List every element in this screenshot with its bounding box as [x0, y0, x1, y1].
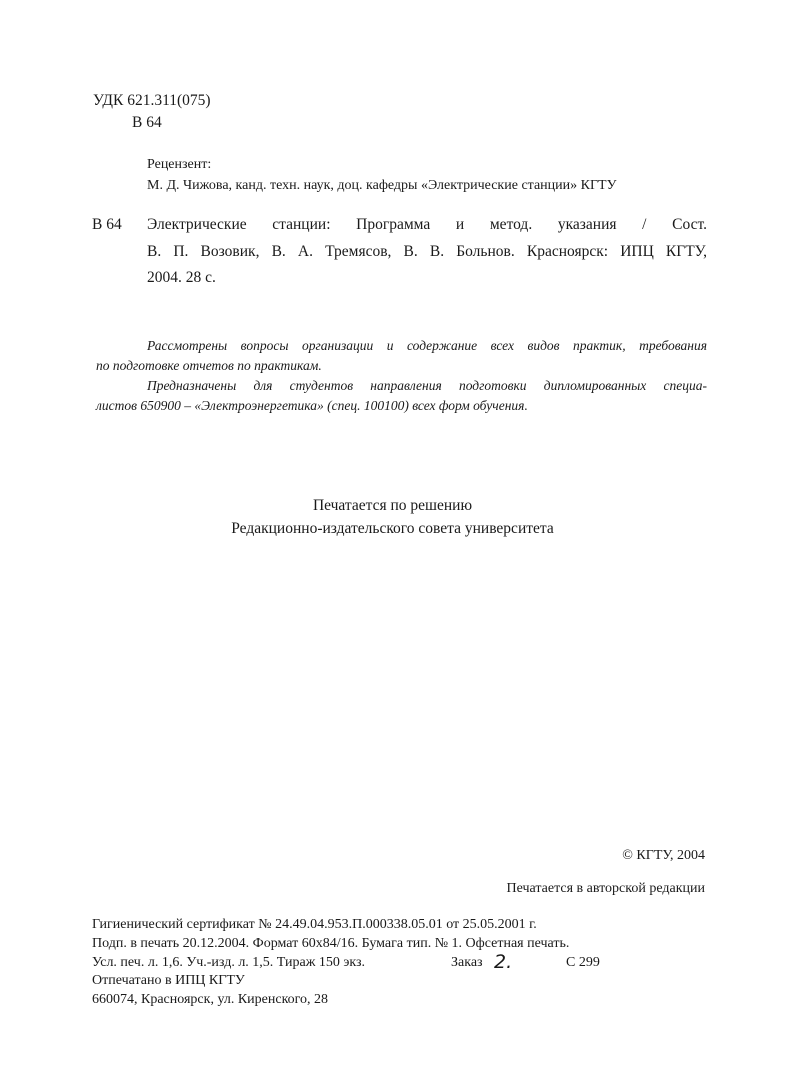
reviewer-text: М. Д. Чижова, канд. техн. наук, доц. кафедры «Электрические станции» КГТУ [147, 178, 617, 193]
bibliographic-code: В 64 [92, 216, 122, 233]
udk-code: УДК 621.311(075) [93, 92, 211, 109]
approval-line-2: Редакционно-издательского совета университета [231, 520, 554, 537]
imprint-print-info: Подп. в печать 20.12.2004. Формат 60х84/16. Бумага тип. № 1. Офсетная печать. [92, 936, 570, 951]
imprint-certificate: Гигиенический сертификат № 24.49.04.953.П.000338.05.01 от 25.05.2001 г. [92, 917, 537, 932]
bibliographic-line-2: В. П. Возовик, В. А. Тремясов, В. В. Больнов. Красноярск: ИПЦ КГТУ, [147, 243, 707, 260]
bibliographic-line-1: Электрические станции: Программа и метод. указания / Сост. [147, 216, 707, 233]
author-edition: Печатается в авторской редакции [506, 881, 705, 896]
imprint-order-label: Заказ [451, 955, 483, 970]
imprint-order-number: 2. [494, 951, 513, 973]
abstract-p1-line-1: Рассмотрены вопросы организации и содержание всех видов практик, требования [147, 338, 707, 353]
approval-line-1: Печатается по решению [312, 497, 473, 514]
imprint-address: 660074, Красноярск, ул. Киренского, 28 [92, 992, 329, 1007]
copyright: © КГТУ, 2004 [622, 848, 705, 863]
abstract-p2-line-1: Предназначены для студентов направления подготовки дипломированных специа- [147, 378, 707, 393]
abstract-p2-line-2: листов 650900 – «Электроэнергетика» (спец. 100100) всех форм обучения. [96, 398, 528, 413]
imprint-code: С 299 [566, 955, 600, 970]
bbk-code: В 64 [132, 114, 162, 131]
imprint-volume: Усл. печ. л. 1,6. Уч.-изд. л. 1,5. Тираж 150 экз. [92, 955, 366, 970]
imprint-printed-at: Отпечатано в ИПЦ КГТУ [92, 973, 245, 988]
reviewer-label: Рецензент: [147, 157, 212, 172]
abstract-p1-line-2: по подготовке отчетов по практикам. [96, 358, 322, 373]
bibliographic-line-3: 2004. 28 с. [147, 269, 216, 286]
